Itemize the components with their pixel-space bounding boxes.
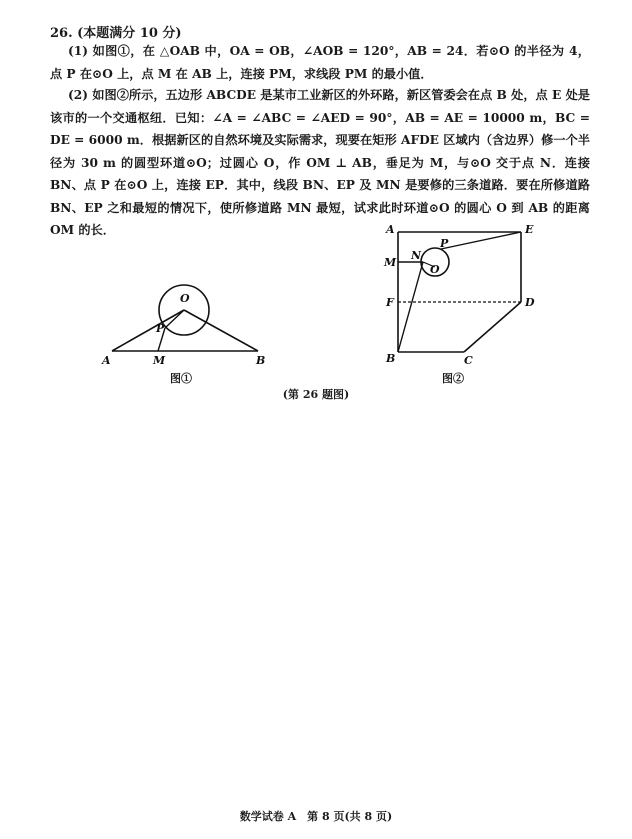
question-part-1: (1) 如图①，在 △OAB 中，OA = OB，∠AOB = 120°，AB = 24．若⊙O 的半径为 4，点 P 在⊙O 上，点 M 在 AB 上，连接 PM，求线段 PM 的最小值． (50, 44, 590, 81)
page-footer: 数学试卷 A 第 8 页(共 8 页) (239, 810, 393, 823)
label-e2: E (525, 223, 534, 236)
label-f2: F (386, 296, 394, 309)
label-p2: P (440, 237, 449, 250)
label-a2: A (386, 223, 395, 236)
figure-2 (378, 222, 538, 372)
figure-2-diagram (378, 222, 538, 372)
label-m2: M (384, 256, 397, 269)
question-title: 26. (本题满分 10 分) (50, 26, 182, 41)
segment-ob (184, 310, 258, 351)
label-n2: N (411, 249, 422, 262)
figure-1-caption: 图① (170, 372, 192, 385)
segment-bn (398, 262, 423, 352)
label-m: M (153, 354, 166, 367)
label-o: O (180, 292, 190, 305)
edge-dc (464, 302, 521, 352)
figure-1 (96, 276, 276, 372)
label-d2: D (525, 296, 535, 309)
figure-1-diagram (96, 276, 276, 372)
figure-group-caption: (第 26 题图) (282, 388, 350, 401)
label-c2: C (464, 354, 473, 367)
label-b: B (256, 354, 266, 367)
label-p: P (156, 322, 165, 335)
segment-ep (441, 232, 521, 249)
segment-oa (112, 310, 184, 351)
label-o2: O (430, 263, 440, 276)
figure-2-caption: 图② (442, 372, 464, 385)
question-part-2: (2) 如图②所示，五边形 ABCDE 是某市工业新区的外环路，新区管委会在点 B 处，点 E 处是该市的一个交通枢纽．已知：∠A = ∠ABC = ∠AED = 90°，AB = AE = 10000 m，BC = DE = 6000 m．根据新区的自然环境及实际需求，现要在矩形 AFDE 区域内（含边界）修一个半径为 30 m 的圆型环道⊙O；过圆心 O，作 OM ⊥ AB，垂足为 M，与⊙O 交于点 N．连接 BN、点 P 在⊙O 上，连接 EP．其中，线段 BN、EP 及 MN 是要修的三条道路．要在所修道路 BN、EP 之和最短的情况下，使所修道路 MN 最短，试求此时环道⊙O 的圆心 O 到 AB 的距离 OM 的长． (50, 88, 590, 237)
label-a: A (102, 354, 111, 367)
label-b2: B (386, 352, 396, 365)
